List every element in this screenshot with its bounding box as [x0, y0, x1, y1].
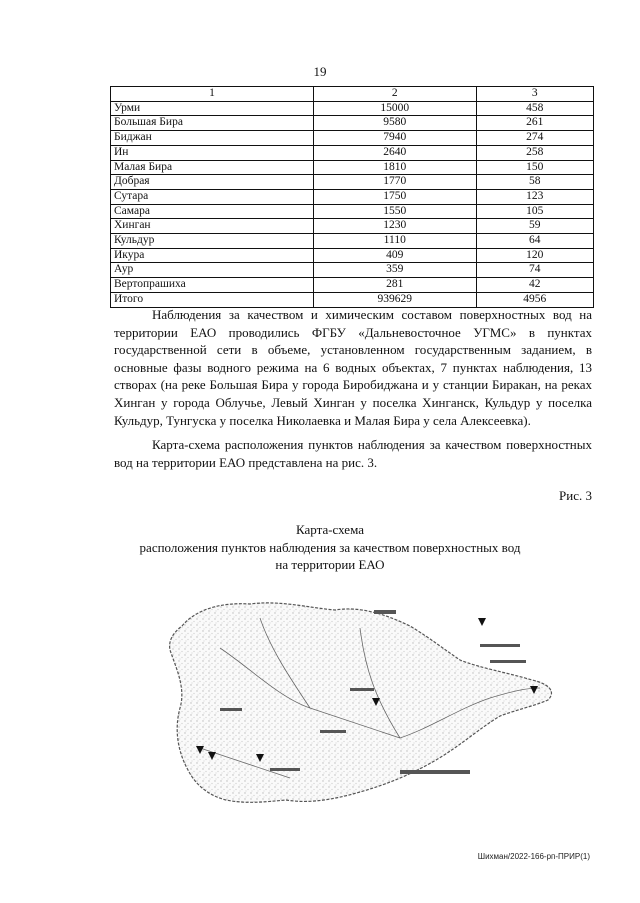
value-col-2-cell: 1110 — [314, 234, 477, 249]
table-row — [111, 189, 594, 204]
table-row — [111, 263, 594, 278]
table-body — [111, 101, 594, 307]
river-name-cell: Биджан — [111, 131, 314, 146]
page-number: 19 — [313, 64, 327, 79]
region-map — [160, 588, 560, 818]
map-title — [0, 521, 640, 574]
table-row — [111, 219, 594, 234]
table-row — [111, 204, 594, 219]
table-row — [111, 292, 594, 307]
value-col-3-cell: 123 — [476, 189, 593, 204]
table-row — [111, 175, 594, 190]
value-col-2-cell: 1770 — [314, 175, 477, 190]
value-col-2-cell: 359 — [314, 263, 477, 278]
value-col-3-cell: 59 — [476, 219, 593, 234]
map-title-line-1: Карта-схема — [296, 522, 364, 537]
value-col-3-cell: 150 — [476, 160, 593, 175]
value-col-2-cell: 2640 — [314, 145, 477, 160]
value-col-3-cell: 64 — [476, 234, 593, 249]
river-name-cell: Самара — [111, 204, 314, 219]
value-col-3-cell: 4956 — [476, 292, 593, 307]
value-col-3-cell: 458 — [476, 101, 593, 116]
river-name-cell: Урми — [111, 101, 314, 116]
table-row — [111, 234, 594, 249]
column-header-3: 3 — [476, 87, 593, 102]
river-name-cell: Вертопрашиха — [111, 278, 314, 293]
river-name-cell: Добрая — [111, 175, 314, 190]
map-title-line-2: расположения пунктов наблюдения за качеством поверхностных вод — [139, 539, 521, 555]
value-col-2-cell: 9580 — [314, 116, 477, 131]
value-col-2-cell: 7940 — [314, 131, 477, 146]
value-col-2-cell: 1750 — [314, 189, 477, 204]
river-name-cell: Аур — [111, 263, 314, 278]
value-col-3-cell: 105 — [476, 204, 593, 219]
table-row — [111, 145, 594, 160]
value-col-3-cell: 120 — [476, 248, 593, 263]
value-col-3-cell: 42 — [476, 278, 593, 293]
value-col-3-cell: 58 — [476, 175, 593, 190]
value-col-3-cell: 261 — [476, 116, 593, 131]
value-col-2-cell: 409 — [314, 248, 477, 263]
table-row — [111, 131, 594, 146]
value-col-2-cell: 15000 — [314, 101, 477, 116]
river-name-cell: Итого — [111, 292, 314, 307]
map-title-line-3: на территории ЕАО — [275, 557, 385, 572]
table-row — [111, 101, 594, 116]
value-col-3-cell: 74 — [476, 263, 593, 278]
value-col-3-cell: 258 — [476, 145, 593, 160]
river-name-cell: Хинган — [111, 219, 314, 234]
document-footer: Шихман/2022-166-рп-ПРИР(1) — [477, 852, 590, 861]
table-row — [111, 278, 594, 293]
value-col-2-cell: 939629 — [314, 292, 477, 307]
value-col-2-cell: 1810 — [314, 160, 477, 175]
column-header-1: 1 — [111, 87, 314, 102]
river-name-cell: Сутара — [111, 189, 314, 204]
river-name-cell: Кульдур — [111, 234, 314, 249]
river-name-cell: Икура — [111, 248, 314, 263]
table-row — [111, 248, 594, 263]
figure-label: Рис. 3 — [559, 488, 592, 503]
value-col-3-cell: 274 — [476, 131, 593, 146]
station-marker-icon — [478, 618, 486, 626]
value-col-2-cell: 1550 — [314, 204, 477, 219]
value-col-2-cell: 1230 — [314, 219, 477, 234]
paragraph-observations: Наблюдения за качеством и химическим составом поверхностных вод на территории ЕАО проводились ФГБУ «Дальневосточное УГМС» в пунктах государственной сети в объеме, установленном государственным заданием, в основные фазы водного режима на 6 водных объектах, 7 пунктах наблюдения, 13 створах (на реке Большая Бира у города Биробиджана и у станции Биракан, на реках Хинган у города Облучье, Левый Хинган у поселка Хинганск, Кульдур у поселка Кульдур, Тунгуска у поселка Николаевка и Малая Бира у села Алексеевка). — [114, 307, 592, 428]
river-name-cell: Ин — [111, 145, 314, 160]
paragraph-map-reference: Карта-схема расположения пунктов наблюдения за качеством поверхностных вод на территории ЕАО представлена на рис. 3. — [114, 437, 592, 470]
table-row — [111, 160, 594, 175]
river-name-cell: Малая Бира — [111, 160, 314, 175]
value-col-2-cell: 281 — [314, 278, 477, 293]
table-row — [111, 116, 594, 131]
river-table — [110, 86, 594, 308]
column-header-2: 2 — [314, 87, 477, 102]
river-name-cell: Большая Бира — [111, 116, 314, 131]
table-header-row — [111, 87, 594, 102]
